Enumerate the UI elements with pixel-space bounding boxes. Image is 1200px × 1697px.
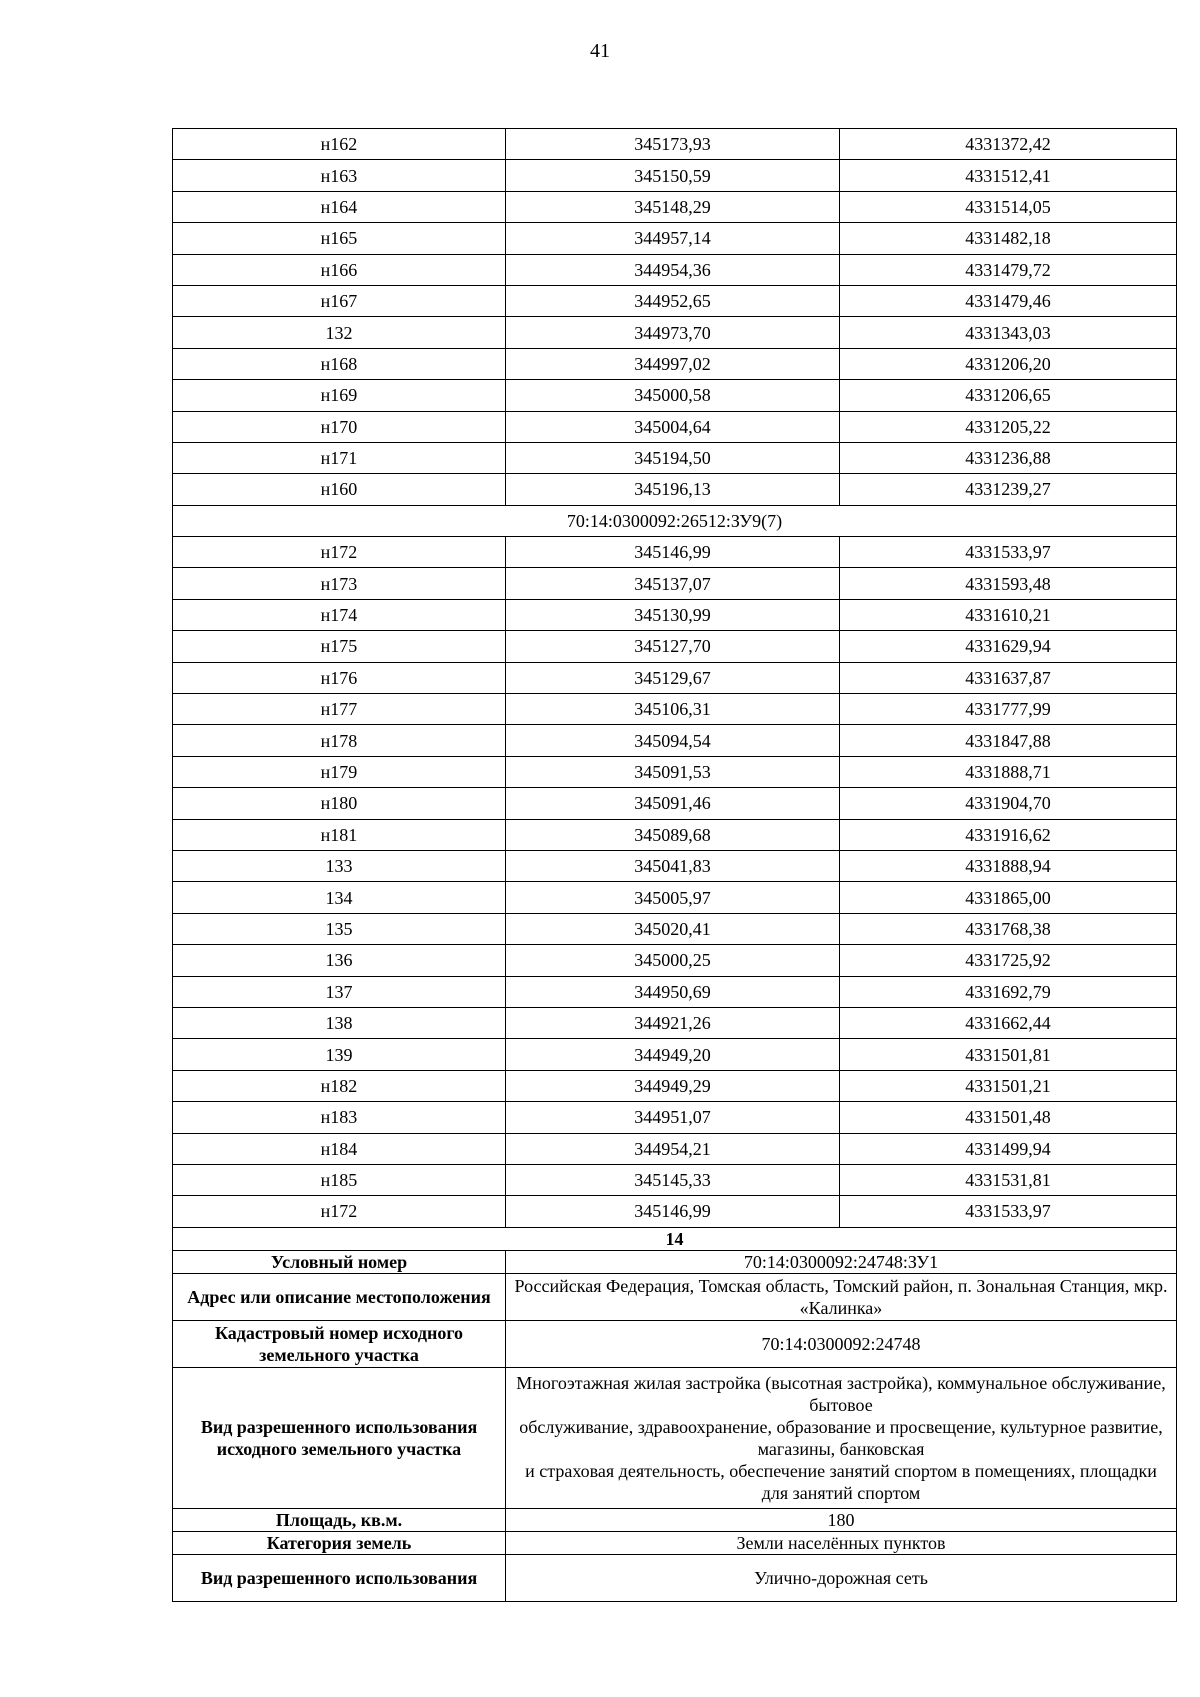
point-label: н169 xyxy=(173,380,506,411)
point-label: н165 xyxy=(173,223,506,254)
section-header xyxy=(173,505,1177,536)
x-coordinate: 345004,64 xyxy=(506,411,840,442)
area-value: 180 xyxy=(506,1508,1177,1531)
point-label: н162 xyxy=(173,129,506,160)
y-coordinate: 4331637,87 xyxy=(840,662,1177,693)
y-coordinate: 4331514,05 xyxy=(840,191,1177,222)
section-label: 70:14:0300092:26512:ЗУ9(7) xyxy=(173,505,1177,536)
y-coordinate: 4331499,94 xyxy=(840,1133,1177,1164)
x-coordinate: 344921,26 xyxy=(506,1007,840,1038)
coordinate-row xyxy=(173,1133,1177,1164)
y-coordinate: 4331629,94 xyxy=(840,631,1177,662)
y-coordinate: 4331531,81 xyxy=(840,1164,1177,1195)
x-coordinate: 345173,93 xyxy=(506,129,840,160)
point-label: н166 xyxy=(173,254,506,285)
coordinate-row xyxy=(173,882,1177,913)
coordinate-row xyxy=(173,819,1177,850)
x-coordinate: 345091,53 xyxy=(506,756,840,787)
x-coordinate: 345145,33 xyxy=(506,1164,840,1195)
coordinate-row xyxy=(173,725,1177,756)
coordinate-row xyxy=(173,788,1177,819)
coordinates-table xyxy=(172,128,1177,1602)
point-label: н178 xyxy=(173,725,506,756)
coordinate-row xyxy=(173,599,1177,630)
parcel-info xyxy=(173,1227,1177,1601)
point-label: н167 xyxy=(173,285,506,316)
x-coordinate: 345196,13 xyxy=(506,474,840,505)
y-coordinate: 4331662,44 xyxy=(840,1007,1177,1038)
y-coordinate: 4331904,70 xyxy=(840,788,1177,819)
x-coordinate: 345000,25 xyxy=(506,945,840,976)
coordinate-row xyxy=(173,191,1177,222)
parcel-number: 14 xyxy=(173,1227,1177,1250)
point-label: н164 xyxy=(173,191,506,222)
x-coordinate: 345094,54 xyxy=(506,725,840,756)
conditional-number-label: Условный номер xyxy=(173,1250,506,1273)
point-label: н179 xyxy=(173,756,506,787)
y-coordinate: 4331777,99 xyxy=(840,694,1177,725)
cadastral-number-value: 70:14:0300092:24748 xyxy=(506,1320,1177,1367)
point-label: 134 xyxy=(173,882,506,913)
y-coordinate: 4331888,71 xyxy=(840,756,1177,787)
coordinate-row xyxy=(173,380,1177,411)
point-label: н163 xyxy=(173,160,506,191)
point-label: н172 xyxy=(173,1196,506,1227)
point-label: 133 xyxy=(173,850,506,881)
x-coordinate: 345000,58 xyxy=(506,380,840,411)
x-coordinate: 345041,83 xyxy=(506,850,840,881)
source-usage-label: Вид разрешенного использования исходного земельного участка xyxy=(173,1367,506,1508)
point-label: н170 xyxy=(173,411,506,442)
point-label: н180 xyxy=(173,788,506,819)
y-coordinate: 4331343,03 xyxy=(840,317,1177,348)
y-coordinate: 4331768,38 xyxy=(840,913,1177,944)
coordinate-row xyxy=(173,913,1177,944)
permitted-use-value: Улично-дорожная сеть xyxy=(506,1554,1177,1601)
point-label: н160 xyxy=(173,474,506,505)
point-label: 139 xyxy=(173,1039,506,1070)
coordinate-row xyxy=(173,1102,1177,1133)
coordinate-row xyxy=(173,945,1177,976)
y-coordinate: 4331206,20 xyxy=(840,348,1177,379)
coordinate-row xyxy=(173,662,1177,693)
y-coordinate: 4331239,27 xyxy=(840,474,1177,505)
point-label: 137 xyxy=(173,976,506,1007)
cadastral-number-label: Кадастровый номер исходного земельного участка xyxy=(173,1320,506,1367)
point-label: н173 xyxy=(173,568,506,599)
point-label: н184 xyxy=(173,1133,506,1164)
coordinates-part1 xyxy=(173,129,1177,506)
y-coordinate: 4331847,88 xyxy=(840,725,1177,756)
x-coordinate: 345129,67 xyxy=(506,662,840,693)
coordinates-part2 xyxy=(173,537,1177,1228)
y-coordinate: 4331916,62 xyxy=(840,819,1177,850)
coordinate-row xyxy=(173,976,1177,1007)
point-label: н185 xyxy=(173,1164,506,1195)
point-label: 132 xyxy=(173,317,506,348)
conditional-number-value: 70:14:0300092:24748:ЗУ1 xyxy=(506,1250,1177,1273)
coordinate-row xyxy=(173,223,1177,254)
address-value: Российская Федерация, Томская область, Томский район, п. Зональная Станция, мкр. «Калинка» xyxy=(506,1273,1177,1320)
y-coordinate: 4331372,42 xyxy=(840,129,1177,160)
coordinate-row xyxy=(173,348,1177,379)
y-coordinate: 4331205,22 xyxy=(840,411,1177,442)
x-coordinate: 345137,07 xyxy=(506,568,840,599)
point-label: н181 xyxy=(173,819,506,850)
y-coordinate: 4331501,21 xyxy=(840,1070,1177,1101)
y-coordinate: 4331533,97 xyxy=(840,1196,1177,1227)
x-coordinate: 344954,36 xyxy=(506,254,840,285)
page-number: 41 xyxy=(590,40,610,62)
land-category-label: Категория земель xyxy=(173,1531,506,1554)
x-coordinate: 345106,31 xyxy=(506,694,840,725)
source-usage-value xyxy=(506,1367,1177,1508)
x-coordinate: 345146,99 xyxy=(506,1196,840,1227)
coordinate-row xyxy=(173,474,1177,505)
land-category-value: Земли населённых пунктов xyxy=(506,1531,1177,1554)
x-coordinate: 344954,21 xyxy=(506,1133,840,1164)
permitted-use-label: Вид разрешенного использования xyxy=(173,1554,506,1601)
source-usage-line: и страховая деятельность, обеспечение занятий спортом в помещениях, площадки для занятий спортом xyxy=(525,1460,1157,1503)
coordinate-row xyxy=(173,568,1177,599)
point-label: н183 xyxy=(173,1102,506,1133)
x-coordinate: 344949,29 xyxy=(506,1070,840,1101)
x-coordinate: 345127,70 xyxy=(506,631,840,662)
point-label: 138 xyxy=(173,1007,506,1038)
coordinate-row xyxy=(173,1070,1177,1101)
point-label: 135 xyxy=(173,913,506,944)
x-coordinate: 345194,50 xyxy=(506,442,840,473)
address-label: Адрес или описание местоположения xyxy=(173,1273,506,1320)
coordinate-row xyxy=(173,160,1177,191)
y-coordinate: 4331479,72 xyxy=(840,254,1177,285)
coordinate-row xyxy=(173,129,1177,160)
x-coordinate: 344997,02 xyxy=(506,348,840,379)
coordinate-row xyxy=(173,1039,1177,1070)
area-label: Площадь, кв.м. xyxy=(173,1508,506,1531)
coordinate-row xyxy=(173,411,1177,442)
source-usage-line: Многоэтажная жилая застройка (высотная застройка), коммунальное обслуживание, бытовое xyxy=(516,1372,1166,1415)
coordinate-row xyxy=(173,1164,1177,1195)
point-label: н176 xyxy=(173,662,506,693)
coordinate-row xyxy=(173,850,1177,881)
y-coordinate: 4331865,00 xyxy=(840,882,1177,913)
x-coordinate: 345020,41 xyxy=(506,913,840,944)
source-usage-line: обслуживание, здравоохранение, образование и просвещение, культурное развитие, магазины, банковская xyxy=(519,1416,1163,1459)
coordinate-row xyxy=(173,1007,1177,1038)
coordinate-row xyxy=(173,442,1177,473)
point-label: н174 xyxy=(173,599,506,630)
x-coordinate: 345150,59 xyxy=(506,160,840,191)
coordinate-row xyxy=(173,694,1177,725)
x-coordinate: 345091,46 xyxy=(506,788,840,819)
y-coordinate: 4331593,48 xyxy=(840,568,1177,599)
coordinate-row xyxy=(173,756,1177,787)
x-coordinate: 344952,65 xyxy=(506,285,840,316)
y-coordinate: 4331501,48 xyxy=(840,1102,1177,1133)
x-coordinate: 344950,69 xyxy=(506,976,840,1007)
x-coordinate: 344973,70 xyxy=(506,317,840,348)
point-label: н182 xyxy=(173,1070,506,1101)
y-coordinate: 4331479,46 xyxy=(840,285,1177,316)
coordinate-row xyxy=(173,317,1177,348)
x-coordinate: 345130,99 xyxy=(506,599,840,630)
x-coordinate: 344957,14 xyxy=(506,223,840,254)
x-coordinate: 345005,97 xyxy=(506,882,840,913)
point-label: н168 xyxy=(173,348,506,379)
y-coordinate: 4331236,88 xyxy=(840,442,1177,473)
x-coordinate: 344949,20 xyxy=(506,1039,840,1070)
x-coordinate: 344951,07 xyxy=(506,1102,840,1133)
coordinate-row xyxy=(173,254,1177,285)
point-label: н172 xyxy=(173,537,506,568)
y-coordinate: 4331692,79 xyxy=(840,976,1177,1007)
x-coordinate: 345089,68 xyxy=(506,819,840,850)
y-coordinate: 4331512,41 xyxy=(840,160,1177,191)
y-coordinate: 4331206,65 xyxy=(840,380,1177,411)
y-coordinate: 4331482,18 xyxy=(840,223,1177,254)
y-coordinate: 4331610,21 xyxy=(840,599,1177,630)
point-label: н175 xyxy=(173,631,506,662)
y-coordinate: 4331501,81 xyxy=(840,1039,1177,1070)
x-coordinate: 345146,99 xyxy=(506,537,840,568)
y-coordinate: 4331725,92 xyxy=(840,945,1177,976)
point-label: н171 xyxy=(173,442,506,473)
coordinate-row xyxy=(173,631,1177,662)
coordinate-row xyxy=(173,537,1177,568)
y-coordinate: 4331533,97 xyxy=(840,537,1177,568)
point-label: 136 xyxy=(173,945,506,976)
point-label: н177 xyxy=(173,694,506,725)
coordinate-row xyxy=(173,1196,1177,1227)
coordinate-row xyxy=(173,285,1177,316)
x-coordinate: 345148,29 xyxy=(506,191,840,222)
y-coordinate: 4331888,94 xyxy=(840,850,1177,881)
